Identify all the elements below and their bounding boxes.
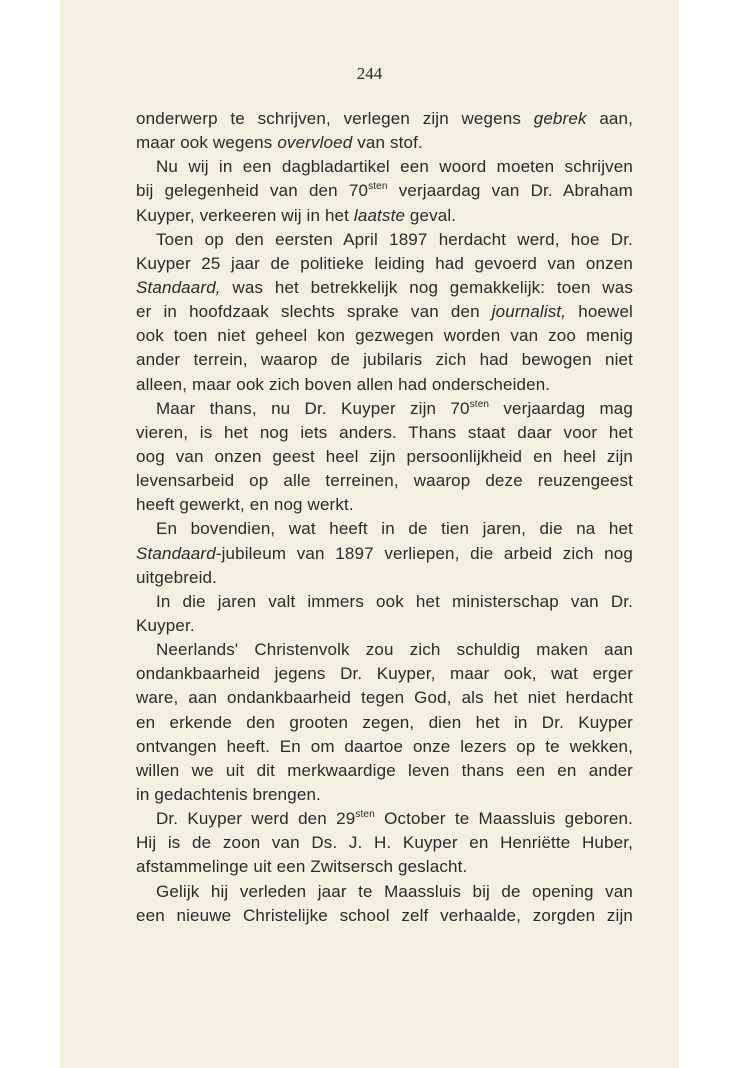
text-segment: -jubileum van 1897 verliepen, die arbeid zich nog <box>215 543 633 563</box>
text-segment: verjaardag mag <box>489 398 634 418</box>
text-line <box>136 566 633 590</box>
text-segment: was het betrekkelijk nog gemakkelijk: toen was <box>220 277 633 297</box>
text-line <box>136 686 633 710</box>
text-segment: Maar thans, nu Dr. Kuyper zijn 70 <box>156 398 470 418</box>
text-line <box>136 855 633 879</box>
text-segment: een nieuwe Christelijke school zelf verhaalde, zorgden zijn <box>136 905 633 925</box>
text-line <box>136 783 633 807</box>
text-segment: Kuyper, verkeeren wij in het <box>136 205 354 225</box>
text-segment: ook toen niet geheel kon gezwegen worden van zoo menig <box>136 326 633 346</box>
text-line <box>136 638 633 662</box>
text-line <box>136 469 633 493</box>
text-line <box>136 131 633 155</box>
text-segment: verjaardag van Dr. Abraham <box>387 181 633 201</box>
text-segment: Hij is de zoon van Ds. J. H. Kuyper en Henriëtte Huber, <box>136 833 633 853</box>
text-line <box>136 348 633 372</box>
text-line <box>136 373 633 397</box>
text-line <box>136 904 633 928</box>
text-segment: vieren, is het nog iets anders. Thans staat daar voor het <box>136 422 633 442</box>
text-line <box>136 590 633 614</box>
text-line <box>136 517 633 541</box>
text-segment: ware, aan ondankbaarheid tegen God, als het niet herdacht <box>136 688 633 708</box>
text-segment: Nu wij in een dagbladartikel een woord moeten schrijven <box>156 157 633 177</box>
text-segment: geval. <box>405 205 457 225</box>
text-line <box>136 179 633 203</box>
text-line <box>136 397 633 421</box>
text-segment: in gedachtenis brengen. <box>136 784 321 804</box>
text-line <box>136 711 633 735</box>
text-line <box>136 445 633 469</box>
text-line <box>136 276 633 300</box>
text-segment: heeft gewerkt, en nog werkt. <box>136 495 354 515</box>
text-line <box>136 831 633 855</box>
text-segment: van stof. <box>352 133 423 153</box>
text-line <box>136 421 633 445</box>
text-line <box>136 493 633 517</box>
text-segment: hoewel <box>566 302 633 322</box>
body-text <box>136 107 633 928</box>
text-line <box>136 807 633 831</box>
text-segment: oog van onzen geest heel zijn persoonlijkheid en heel zijn <box>136 446 633 466</box>
text-segment: levensarbeid op alle terreinen, waarop deze reuzengeest <box>136 471 633 491</box>
text-line <box>136 228 633 252</box>
text-line <box>136 542 633 566</box>
text-segment: maar ook wegens <box>136 133 278 153</box>
text-line <box>136 614 633 638</box>
text-segment: Neerlands' Christenvolk zou zich schuldig maken aan <box>156 640 633 660</box>
text-segment: Dr. Kuyper werd den 29 <box>156 809 356 829</box>
text-segment: aan, <box>586 109 634 128</box>
text-segment: uitgebreid. <box>136 567 218 587</box>
text-segment: Kuyper 25 jaar de politieke leiding had gevoerd van onzen <box>136 253 633 273</box>
text-line <box>136 252 633 276</box>
text-line <box>136 300 633 324</box>
superscript-text: sten <box>368 181 388 193</box>
italic-text: overvloed <box>277 133 353 153</box>
text-line <box>136 324 633 348</box>
text-segment: willen we uit dit merkwaardige leven thans een en ander <box>136 760 633 780</box>
text-segment: ander terrein, waarop de jubilaris zich had bewogen niet <box>136 350 633 370</box>
text-segment: alleen, maar ook zich boven allen had onderscheiden. <box>136 374 551 394</box>
italic-text: Standaard <box>136 543 216 563</box>
text-segment: Toen op den eersten April 1897 herdacht werd, hoe Dr. <box>156 229 633 249</box>
text-line <box>136 204 633 228</box>
italic-text: journalist, <box>491 302 567 322</box>
text-segment: bij gelegenheid van den 70 <box>136 181 369 201</box>
text-segment: afstammelinge uit een Zwitsersch geslacht. <box>136 857 468 877</box>
text-line <box>136 107 633 131</box>
text-segment: Kuyper. <box>136 615 195 635</box>
text-segment: onderwerp te schrijven, verlegen zijn wegens <box>136 109 534 128</box>
text-line <box>136 880 633 904</box>
italic-text: Standaard, <box>136 277 221 297</box>
text-segment: October te Maassluis geboren. <box>374 809 633 829</box>
text-segment: en erkende den grooten zegen, dien het in Dr. Kuyper <box>136 712 633 732</box>
text-segment: er in hoofdzaak slechts sprake van den <box>136 302 492 322</box>
superscript-text: sten <box>469 398 490 410</box>
italic-text: laatste <box>353 205 406 225</box>
text-segment: Gelijk hij verleden jaar te Maassluis bij de opening van <box>156 881 633 901</box>
italic-text: gebrek <box>533 109 587 128</box>
book-page <box>60 0 679 1068</box>
text-line <box>136 662 633 686</box>
text-segment: ondankbaarheid jegens Dr. Kuyper, maar ook, wat erger <box>136 664 633 684</box>
text-line <box>136 759 633 783</box>
text-line <box>136 155 633 179</box>
page-number: 244 <box>356 64 383 83</box>
text-line <box>136 735 633 759</box>
text-segment: ontvangen heeft. En om daartoe onze lezers op te wekken, <box>136 736 633 756</box>
text-segment: En bovendien, wat heeft in de tien jaren, die na het <box>156 519 633 539</box>
superscript-text: sten <box>355 809 375 821</box>
text-segment: In die jaren valt immers ook het ministerschap van Dr. <box>156 591 633 611</box>
